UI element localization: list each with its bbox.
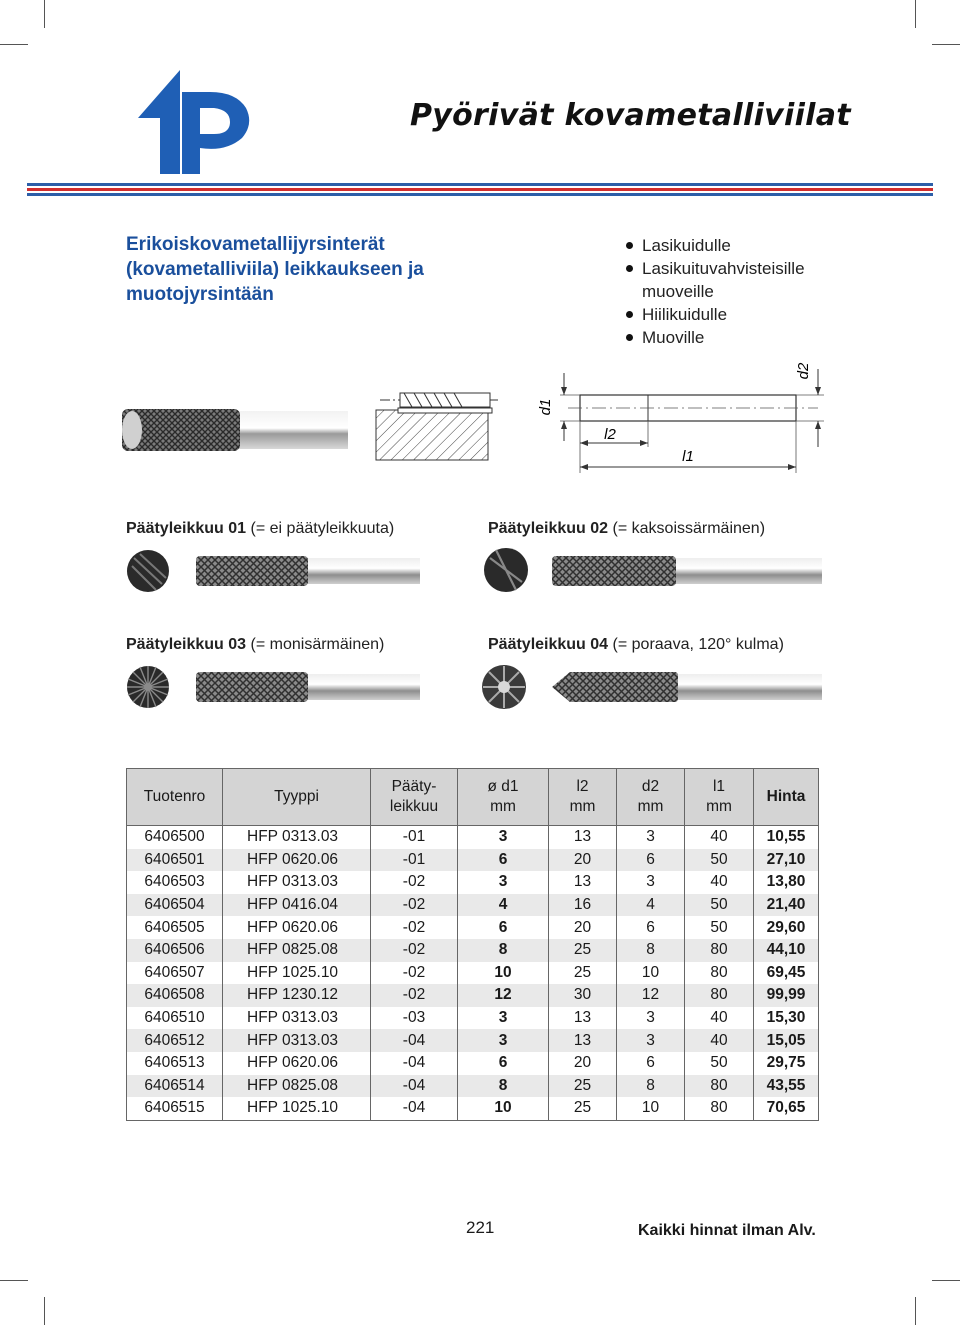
cell-l2: 13 <box>549 1007 617 1030</box>
cell-d2: 3 <box>617 826 685 849</box>
bullet-icon <box>626 242 633 249</box>
cell-price: 43,55 <box>754 1075 819 1098</box>
cell-l1: 80 <box>685 1097 754 1120</box>
cell-price: 15,30 <box>754 1007 819 1030</box>
cell-product-number: 6406514 <box>127 1075 223 1098</box>
crop-mark <box>915 1297 916 1325</box>
table-row <box>127 894 819 917</box>
cell-product-number: 6406510 <box>127 1007 223 1030</box>
cell-l1: 80 <box>685 984 754 1007</box>
cell-d1: 8 <box>458 939 549 962</box>
cell-l2: 13 <box>549 871 617 894</box>
cell-l1: 80 <box>685 1075 754 1098</box>
table-row <box>127 1029 819 1052</box>
cell-end-cut: -02 <box>371 984 458 1007</box>
cell-l1: 50 <box>685 849 754 872</box>
table-row <box>127 1007 819 1030</box>
cell-d2: 3 <box>617 871 685 894</box>
col-header-d1: ø d1 mm <box>458 769 549 826</box>
end-cut-02-photo <box>482 544 824 596</box>
end-cut-caption: Päätyleikkuu 04 (= poraava, 120° kulma) <box>488 636 784 653</box>
cell-type: HFP 1230.12 <box>223 984 371 1007</box>
cell-l1: 40 <box>685 826 754 849</box>
cell-end-cut: -02 <box>371 871 458 894</box>
cell-product-number: 6406508 <box>127 984 223 1007</box>
cell-type: HFP 0825.08 <box>223 939 371 962</box>
crop-mark <box>0 1280 28 1281</box>
cell-product-number: 6406513 <box>127 1052 223 1075</box>
cell-end-cut: -01 <box>371 826 458 849</box>
cell-d1: 10 <box>458 962 549 985</box>
col-header-l2: l2 mm <box>549 769 617 826</box>
cell-type: HFP 0416.04 <box>223 894 371 917</box>
table-row <box>127 871 819 894</box>
cell-product-number: 6406501 <box>127 849 223 872</box>
table-row <box>127 1097 819 1120</box>
intro-heading-line: (kovametalliviila) leikkaukseen ja <box>126 259 424 280</box>
cell-l2: 25 <box>549 939 617 962</box>
crop-mark <box>932 44 960 45</box>
cell-d1: 3 <box>458 871 549 894</box>
end-cut-caption: Päätyleikkuu 01 (= ei päätyleikkuuta) <box>126 520 395 537</box>
cell-d1: 3 <box>458 1029 549 1052</box>
company-logo <box>138 70 253 176</box>
dim-label-d1: d1 <box>537 398 554 416</box>
header-stripe-red <box>27 188 933 191</box>
col-header-l1: l1 mm <box>685 769 754 826</box>
cell-product-number: 6406504 <box>127 894 223 917</box>
cell-l2: 13 <box>549 826 617 849</box>
cell-price: 69,45 <box>754 962 819 985</box>
crop-mark <box>932 1280 960 1281</box>
table-row <box>127 916 819 939</box>
cell-l2: 25 <box>549 962 617 985</box>
cell-d2: 6 <box>617 916 685 939</box>
cell-type: HFP 0825.08 <box>223 1075 371 1098</box>
cell-l2: 20 <box>549 916 617 939</box>
cell-price: 13,80 <box>754 871 819 894</box>
table-row <box>127 984 819 1007</box>
cell-price: 29,75 <box>754 1052 819 1075</box>
cell-product-number: 6406506 <box>127 939 223 962</box>
cell-l1: 50 <box>685 894 754 917</box>
crop-mark <box>0 44 28 45</box>
cell-type: HFP 0313.03 <box>223 871 371 894</box>
intro-heading-line: Erikoiskovametallijyrsinterät <box>126 234 385 255</box>
table-header-row <box>127 769 819 826</box>
cell-d1: 6 <box>458 849 549 872</box>
cell-price: 21,40 <box>754 894 819 917</box>
cell-end-cut: -04 <box>371 1029 458 1052</box>
cell-d1: 3 <box>458 1007 549 1030</box>
table-row <box>127 1052 819 1075</box>
cell-l2: 30 <box>549 984 617 1007</box>
cell-price: 29,60 <box>754 916 819 939</box>
table-row <box>127 1075 819 1098</box>
list-item-continuation: muoveille <box>642 282 714 301</box>
cell-end-cut: -01 <box>371 849 458 872</box>
cell-d2: 8 <box>617 939 685 962</box>
cell-l2: 20 <box>549 1052 617 1075</box>
cell-d1: 4 <box>458 894 549 917</box>
cell-price: 44,10 <box>754 939 819 962</box>
cell-price: 10,55 <box>754 826 819 849</box>
dim-label-d2: d2 <box>795 362 812 380</box>
dim-label-l1: l1 <box>682 448 694 465</box>
cell-end-cut: -04 <box>371 1075 458 1098</box>
end-cut-01-photo <box>124 546 424 596</box>
cell-d2: 8 <box>617 1075 685 1098</box>
cell-d1: 8 <box>458 1075 549 1098</box>
cell-l1: 40 <box>685 871 754 894</box>
cell-product-number: 6406515 <box>127 1097 223 1120</box>
cell-type: HFP 0313.03 <box>223 1007 371 1030</box>
header-stripe-blue-2 <box>27 193 933 196</box>
cell-price: 70,65 <box>754 1097 819 1120</box>
col-header-d2: d2 mm <box>617 769 685 826</box>
header-stripe-blue <box>27 183 933 186</box>
cell-type: HFP 1025.10 <box>223 962 371 985</box>
end-cut-04-photo <box>478 660 824 714</box>
col-header-price: Hinta <box>754 769 819 826</box>
table-row <box>127 849 819 872</box>
cell-price: 27,10 <box>754 849 819 872</box>
cell-d2: 12 <box>617 984 685 1007</box>
cell-type: HFP 0313.03 <box>223 826 371 849</box>
cell-end-cut: -04 <box>371 1097 458 1120</box>
intro-heading-line: muotojyrsintään <box>126 284 274 305</box>
cell-d1: 10 <box>458 1097 549 1120</box>
table-row <box>127 826 819 849</box>
list-item: Hiilikuidulle <box>624 303 805 326</box>
cell-type: HFP 0620.06 <box>223 849 371 872</box>
cell-d2: 4 <box>617 894 685 917</box>
cell-l2: 20 <box>549 849 617 872</box>
end-cut-caption: Päätyleikkuu 02 (= kaksoissärmäinen) <box>488 520 766 537</box>
cell-type: HFP 0620.06 <box>223 916 371 939</box>
cell-end-cut: -03 <box>371 1007 458 1030</box>
cell-end-cut: -02 <box>371 894 458 917</box>
cell-end-cut: -02 <box>371 962 458 985</box>
cell-product-number: 6406505 <box>127 916 223 939</box>
cell-end-cut: -02 <box>371 939 458 962</box>
end-cut-03-photo <box>124 662 424 712</box>
cell-end-cut: -02 <box>371 916 458 939</box>
cell-d2: 3 <box>617 1007 685 1030</box>
material-list <box>624 234 805 349</box>
cell-end-cut: -04 <box>371 1052 458 1075</box>
cell-d2: 6 <box>617 1052 685 1075</box>
cell-l1: 50 <box>685 1052 754 1075</box>
col-header-type: Tyyppi <box>223 769 371 826</box>
cell-d1: 6 <box>458 916 549 939</box>
table-row <box>127 939 819 962</box>
table-body <box>127 826 819 1121</box>
cell-d2: 6 <box>617 849 685 872</box>
col-header-product-number: Tuotenro <box>127 769 223 826</box>
cell-product-number: 6406507 <box>127 962 223 985</box>
cell-l2: 25 <box>549 1097 617 1120</box>
table-row <box>127 962 819 985</box>
dim-label-l2: l2 <box>604 426 616 443</box>
cell-l1: 80 <box>685 939 754 962</box>
cell-l2: 13 <box>549 1029 617 1052</box>
cell-l2: 25 <box>549 1075 617 1098</box>
cell-d1: 3 <box>458 826 549 849</box>
cell-product-number: 6406500 <box>127 826 223 849</box>
end-cut-caption: Päätyleikkuu 03 (= monisärmäinen) <box>126 636 385 653</box>
price-note: Kaikki hinnat ilman Alv. <box>638 1222 816 1239</box>
product-table <box>126 768 819 1121</box>
cell-product-number: 6406512 <box>127 1029 223 1052</box>
cell-product-number: 6406503 <box>127 871 223 894</box>
page-title: Pyörivät kovametalliviilat <box>410 98 851 133</box>
page-number: 221 <box>466 1218 495 1237</box>
cell-l1: 40 <box>685 1007 754 1030</box>
cell-type: HFP 0620.06 <box>223 1052 371 1075</box>
cell-type: HFP 1025.10 <box>223 1097 371 1120</box>
cell-d2: 10 <box>617 1097 685 1120</box>
cell-d2: 10 <box>617 962 685 985</box>
intro-heading <box>126 232 486 307</box>
cell-l2: 16 <box>549 894 617 917</box>
cell-d2: 3 <box>617 1029 685 1052</box>
cell-price: 99,99 <box>754 984 819 1007</box>
col-header-end-cut: Pääty- leikkuu <box>371 769 458 826</box>
cell-l1: 80 <box>685 962 754 985</box>
bullet-icon <box>626 265 633 272</box>
cell-d1: 12 <box>458 984 549 1007</box>
cutter-photo <box>118 405 350 455</box>
cell-d1: 6 <box>458 1052 549 1075</box>
crop-mark <box>44 0 45 28</box>
cell-price: 15,05 <box>754 1029 819 1052</box>
cell-l1: 50 <box>685 916 754 939</box>
dimension-drawing <box>528 355 828 475</box>
cell-l1: 40 <box>685 1029 754 1052</box>
bullet-icon <box>626 311 633 318</box>
crop-mark <box>915 0 916 28</box>
list-item: Lasikuidulle <box>624 234 805 257</box>
cell-type: HFP 0313.03 <box>223 1029 371 1052</box>
list-item: Muoville <box>624 326 805 349</box>
crop-mark <box>44 1297 45 1325</box>
workpiece-diagram <box>372 388 504 466</box>
bullet-icon <box>626 334 633 341</box>
list-item: Lasikuituvahvisteisille <box>624 257 805 280</box>
